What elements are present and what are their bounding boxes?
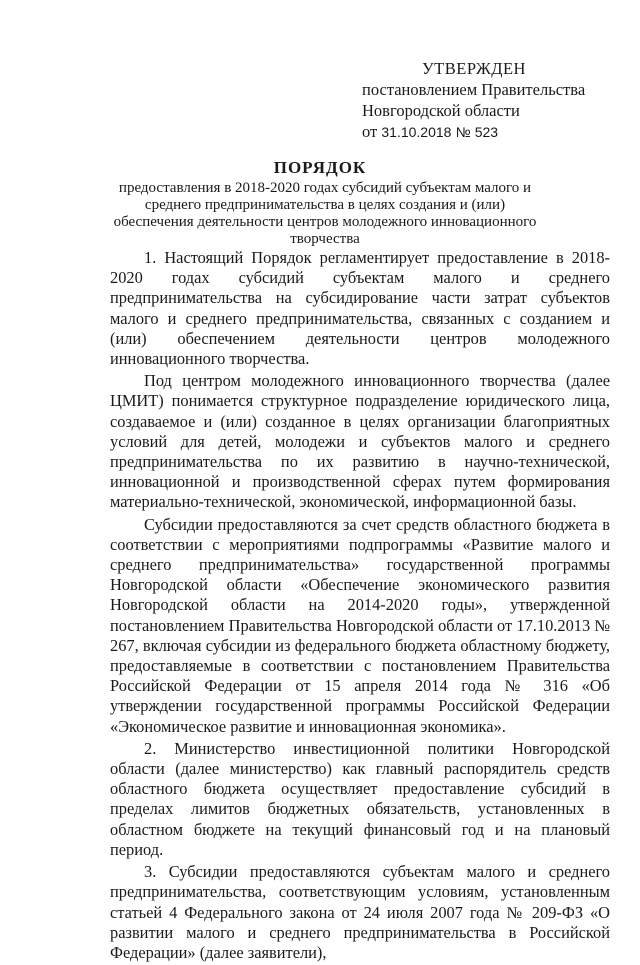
approval-date-line [362, 121, 622, 143]
approval-date-prefix: от [362, 122, 378, 141]
approval-line-1: постановлением Правительства [362, 80, 586, 99]
paragraph-5: 3. Субсидии предоставляются субъектам малого и среднего предпринимательства, соответствующим условиям, установленным статьей 4 Федерального закона от 24 июля 2007 года № 209-ФЗ «О развитии малого и среднего предпринимательства в Российской Федерации» (далее заявители), [110, 862, 610, 962]
paragraph-4: 2. Министерство инвестиционной политики Новгородской области (далее министерство) как главный распорядитель средств областного бюджета осуществляет предоставление субсидий в пределах лимитов бюджетных обязательств, установленных в областном бюджете на текущий финансовый год и на плановый период. [110, 738, 610, 859]
paragraph-2: Под центром молодежного инновационного творчества (далее ЦМИТ) понимается структурное подразделение юридического лица, создаваемое и (или) созданное в целях организации благоприятных условий для детей, молодежи и субъектов малого и среднего предпринимательства по их развитию в научно-технической, инновационной и производственной сферах путем формирования материально-технической, экономической, информационной базы. [110, 371, 610, 512]
approval-number-sign: № [455, 124, 471, 140]
approval-date: 31.10.2018 [381, 124, 452, 140]
approval-line-2: Новгородской области [362, 101, 520, 120]
approval-stamp [362, 58, 622, 143]
approval-heading: УТВЕРЖДЕН [422, 59, 526, 78]
paragraph-3: Субсидии предоставляются за счет средств областного бюджета в соответствии с мероприятиями подпрограммы «Развитие малого и среднего предпринимательства» государственной программы Новгородской области «Обеспечение экономического развития Новгородской области на 2014-2020 годы», утвержденной постановлением Правительства Новгородской области от 17.10.2013 № 267, включая субсидии из федерального бюджета областному бюджету, предоставляемые в соответствии с постановлением Правительства Российской Федерации от 15 апреля 2014 года № 316 «Об утверждении государственной программы Российской Федерации «Экономическое развитие и инновационная экономика». [110, 514, 610, 736]
document-body [110, 248, 610, 965]
document-subtitle: предоставления в 2018-2020 годах субсидий субъектам малого и среднего предпринимательства в целях создания и (или) обеспечения деятельности центров молодежного инновационного творчества [113, 180, 537, 247]
approval-number: 523 [474, 124, 499, 140]
paragraph-1: 1. Настоящий Порядок регламентирует предоставление в 2018-2020 годах субсидий субъектам малого и среднего предпринимательства на субсидирование части затрат субъектов малого и среднего предпринимательства, связанных с созданием и (или) обеспечением деятельности центров молодежного инновационного творчества. [110, 248, 610, 369]
document-title: ПОРЯДОК [273, 158, 367, 177]
